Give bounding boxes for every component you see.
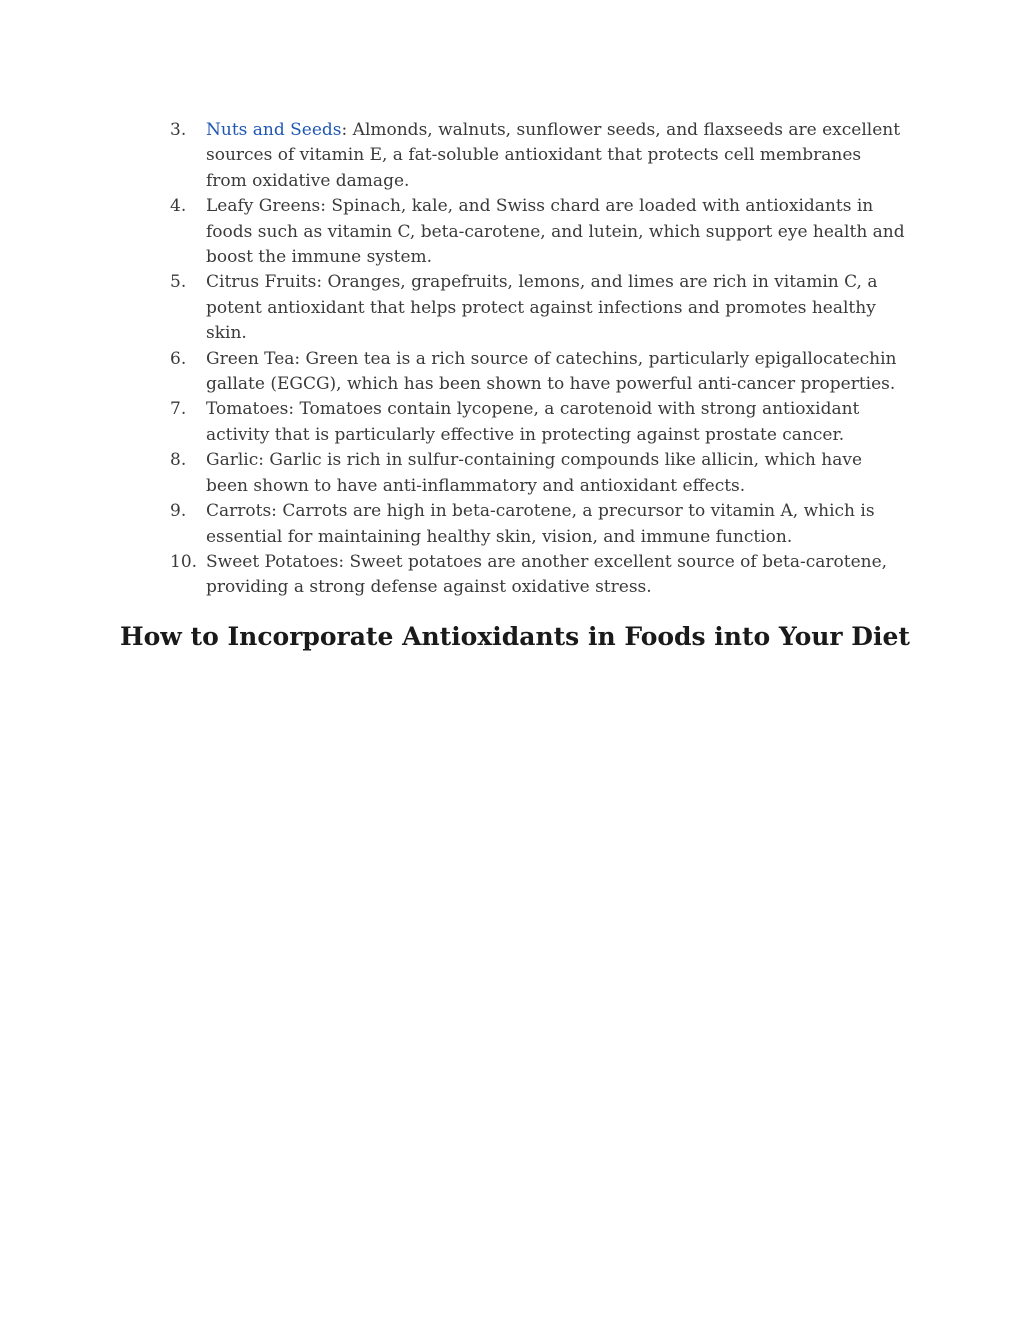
list-item-text: Citrus Fruits: Oranges, grapefruits, lemons, and limes are rich in vitamin C, a potent antioxidant that helps protect against infections and promotes healthy skin. xyxy=(206,272,878,344)
section-heading: How to Incorporate Antioxidants in Foods into Your Diet xyxy=(120,622,910,651)
list-item-number: 4. xyxy=(170,196,187,217)
nuts-and-seeds-link[interactable]: Nuts and Seeds xyxy=(206,120,342,140)
list-item-text: Sweet Potatoes: Sweet potatoes are another excellent source of beta-carotene, providing a strong defense against oxidative stress. xyxy=(206,551,888,598)
list-item-text: : Almonds, walnuts, sunflower seeds, and flaxseeds are excellent sources of vitamin E, a fat-soluble antioxidant that protects cell membranes from oxidative damage. xyxy=(206,120,901,191)
list-item-tomatoes xyxy=(170,397,905,448)
list-item-number: 10. xyxy=(170,551,198,572)
list-item-green-tea xyxy=(170,347,905,398)
list-item-number: 7. xyxy=(170,399,187,420)
list-item-text: Garlic: Garlic is rich in sulfur-containing compounds like allicin, which have been shown to have anti-inflammatory and antioxidant effects. xyxy=(206,450,863,496)
antioxidant-foods-list xyxy=(170,118,905,601)
list-item-nuts-and-seeds xyxy=(170,118,905,194)
list-item-text: Carrots: Carrots are high in beta-carotene, a precursor to vitamin A, which is essential for maintaining healthy skin, vision, and immune function. xyxy=(206,501,875,547)
list-item-number: 5. xyxy=(170,272,187,293)
list-item-text: Tomatoes: Tomatoes contain lycopene, a carotenoid with strong antioxidant activity that is particularly effective in protecting against prostate cancer. xyxy=(206,399,860,445)
list-item-leafy-greens xyxy=(170,194,905,270)
list-item-number: 3. xyxy=(170,120,187,140)
list-item-number: 9. xyxy=(170,501,187,522)
list-item-citrus-fruits xyxy=(170,270,905,346)
list-item-number: 8. xyxy=(170,450,187,471)
list-item-sweet-potatoes xyxy=(170,550,905,601)
list-item-carrots xyxy=(170,499,905,550)
list-item-number: 6. xyxy=(170,348,187,369)
list-item-text: Green Tea: Green tea is a rich source of catechins, particularly epigallocatechin gallate (EGCG), which has been shown to have powerful anti-cancer properties. xyxy=(206,348,897,395)
list-item-text: Leafy Greens: Spinach, kale, and Swiss chard are loaded with antioxidants in foods such as vitamin C, beta-carotene, and lutein, which support eye health and boost the immune system. xyxy=(206,196,905,268)
list-item-garlic xyxy=(170,448,905,499)
